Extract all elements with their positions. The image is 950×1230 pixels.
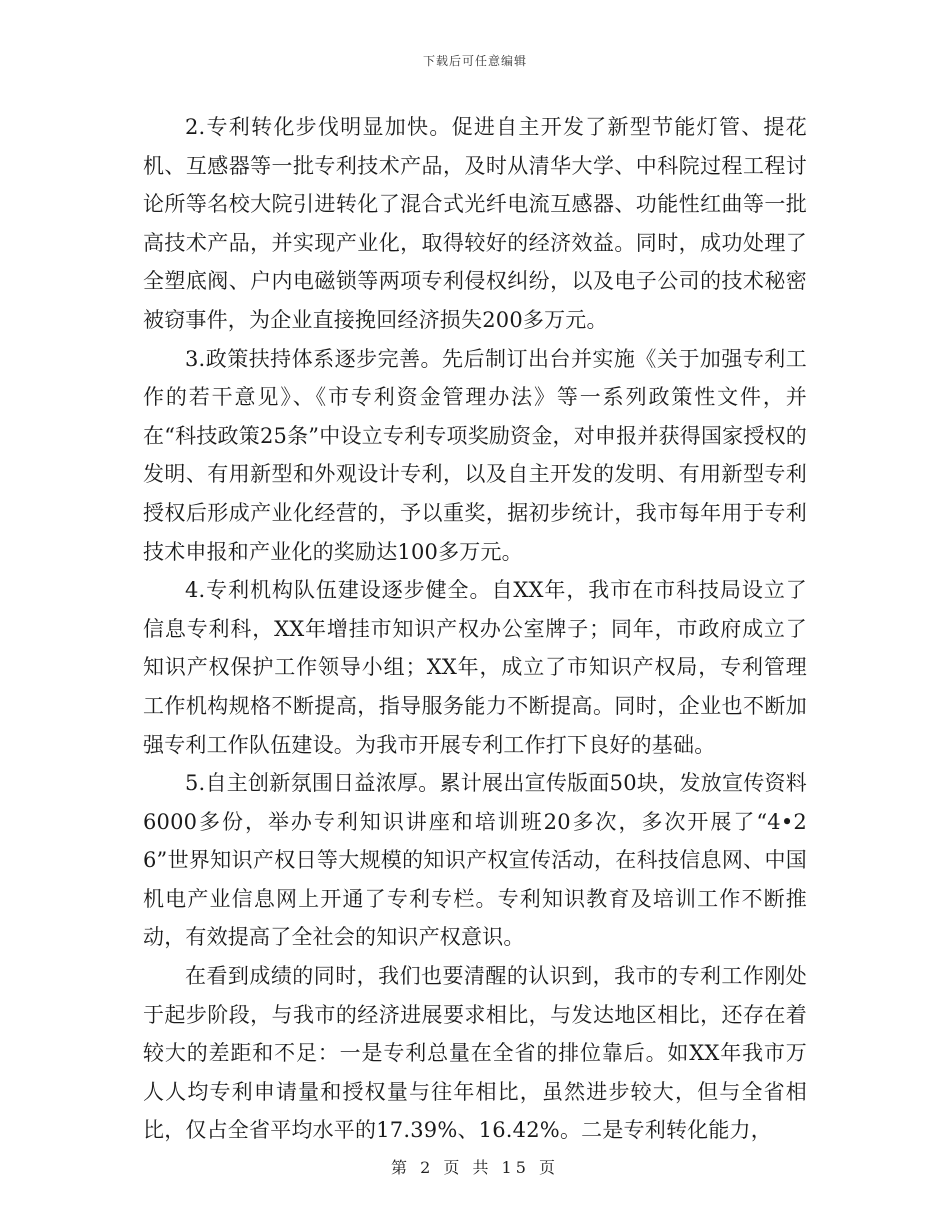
paragraph-innovation-atmosphere: 5.自主创新氛围日益浓厚。累计展出宣传版面50块，发放宣传资料6000多份，举办专利知识讲座和培训班20多次，多次开展了“4•26”世界知识产权日等大规模的知识产权宣传活动，在科技信息网、中国机电产业信息网上开通了专利专栏。专利知识教育及培训工作不断推动，有效提高了全社会的知识产权意识。 — [143, 771, 807, 950]
page-header: 下载后可任意编辑 — [422, 54, 527, 68]
page-number-footer: 第 2 页 共 15 页 — [391, 1158, 559, 1177]
paragraph-patent-conversion: 2.专利转化步伐明显加快。促进自主开发了新型节能灯管、提花机、互感器等一批专利技术产品，及时从清华大学、中科院过程工程讨论所等名校大院引进转化了混合式光纤电流互感器、功能性红曲等一批高技术产品，并实现产业化，取得较好的经济效益。同时，成功处理了全塑底阀、户内电磁锁等两项专利侵权纠纷，以及电子公司的技术秘密被窃事件，为企业直接挽回经济损失200多万元。 — [143, 115, 807, 332]
paragraph-shortcomings: 在看到成绩的同时，我们也要清醒的认识到，我市的专利工作刚处于起步阶段，与我市的经济进展要求相比，与发达地区相比，还存在着较大的差距和不足：一是专利总量在全省的排位靠后。如XX年我市万人人均专利申请量和授权量与往年相比，虽然进步较大，但与全省相比，仅占全省平均水平的17.39%、16.42%。二是专利转化能力， — [143, 964, 807, 1143]
paragraph-policy-support: 3.政策扶持体系逐步完善。先后制订出台并实施《关于加强专利工作的若干意见》、《市专利资金管理办法》等一系列政策性文件，并在“科技政策25条”中设立专利专项奖励资金，对申报并获得国家授权的发明、有用新型和外观设计专利，以及自主开发的发明、有用新型专利授权后形成产业化经营的，予以重奖，据初步统计，我市每年用于专利技术申报和产业化的奖励达100多万元。 — [143, 346, 807, 564]
document-body — [143, 108, 807, 1150]
paragraph-agency-building: 4.专利机构队伍建设逐步健全。自XX年，我市在市科技局设立了信息专利科，XX年增挂市知识产权办公室牌子；同年，市政府成立了知识产权保护工作领导小组；XX年，成立了市知识产权局，专利管理工作机构规格不断提高，指导服务能力不断提高。同时，企业也不断加强专利工作队伍建设。为我市开展专利工作打下良好的基础。 — [143, 578, 807, 757]
